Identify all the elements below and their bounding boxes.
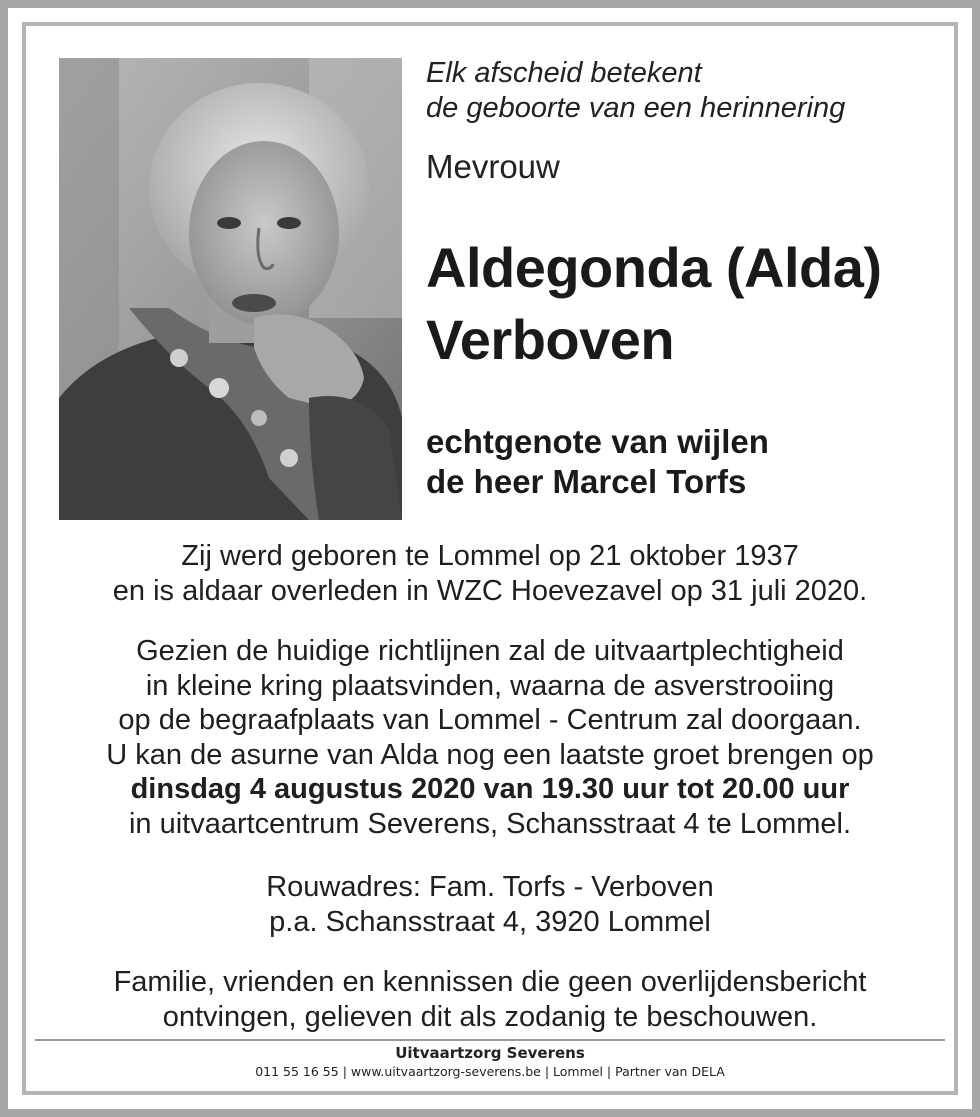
- ceremony-line-1: Gezien de huidige richtlijnen zal de uitvaartplechtigheid: [136, 635, 844, 667]
- relation-line-2: de heer Marcel Torfs: [426, 463, 747, 500]
- address-line-1: Rouwadres: Fam. Torfs - Verboven: [266, 871, 714, 903]
- mourning-address: [30, 870, 950, 939]
- birth-death-paragraph: [30, 539, 950, 608]
- closing-line-2: ontvingen, gelieven dit als zodanig te beschouwen.: [162, 1000, 818, 1033]
- address-line-2: p.a. Schansstraat 4, 3920 Lommel: [269, 905, 711, 938]
- footer-divider: [35, 1039, 945, 1041]
- ceremony-paragraph: [30, 634, 950, 841]
- opening-quote: [426, 56, 946, 126]
- ceremony-line-3: op de begraafplaats van Lommel - Centrum zal doorgaan.: [118, 704, 862, 736]
- closing-note: [30, 965, 950, 1034]
- relation-line-1: echtgenote van wijlen: [426, 423, 769, 460]
- funeral-company-contact: 011 55 16 55 | www.uitvaartzorg-severens.be | Lommel | Partner van DELA: [255, 1064, 725, 1079]
- funeral-company-name: Uitvaartzorg Severens: [395, 1044, 585, 1062]
- name-line-1: Aldegonda (Alda): [426, 236, 882, 299]
- birth-line: Zij werd geboren te Lommel op 21 oktober 1937: [181, 540, 799, 572]
- quote-line-2: de geboorte van een herinnering: [426, 92, 846, 124]
- ceremony-line-4: U kan de asurne van Alda nog een laatste groet brengen op: [106, 738, 874, 771]
- visitation-datetime: dinsdag 4 augustus 2020 van 19.30 uur tot 20.00 uur: [130, 773, 850, 805]
- quote-line-1: Elk afscheid betekent: [426, 57, 702, 89]
- title-prefix: Mevrouw: [426, 148, 560, 185]
- ceremony-line-2: in kleine kring plaatsvinden, waarna de asverstrooiing: [145, 669, 835, 702]
- death-line: en is aldaar overleden in WZC Hoevezavel op 31 juli 2020.: [112, 574, 868, 607]
- name-line-2: Verboven: [426, 308, 675, 371]
- ceremony-line-6: in uitvaartcentrum Severens, Schansstraat 4 te Lommel.: [128, 807, 852, 840]
- closing-line-1: Familie, vrienden en kennissen die geen overlijdensbericht: [113, 966, 867, 998]
- deceased-name: [426, 232, 946, 376]
- spouse-relation: [426, 422, 946, 502]
- portrait-photo: [59, 58, 402, 520]
